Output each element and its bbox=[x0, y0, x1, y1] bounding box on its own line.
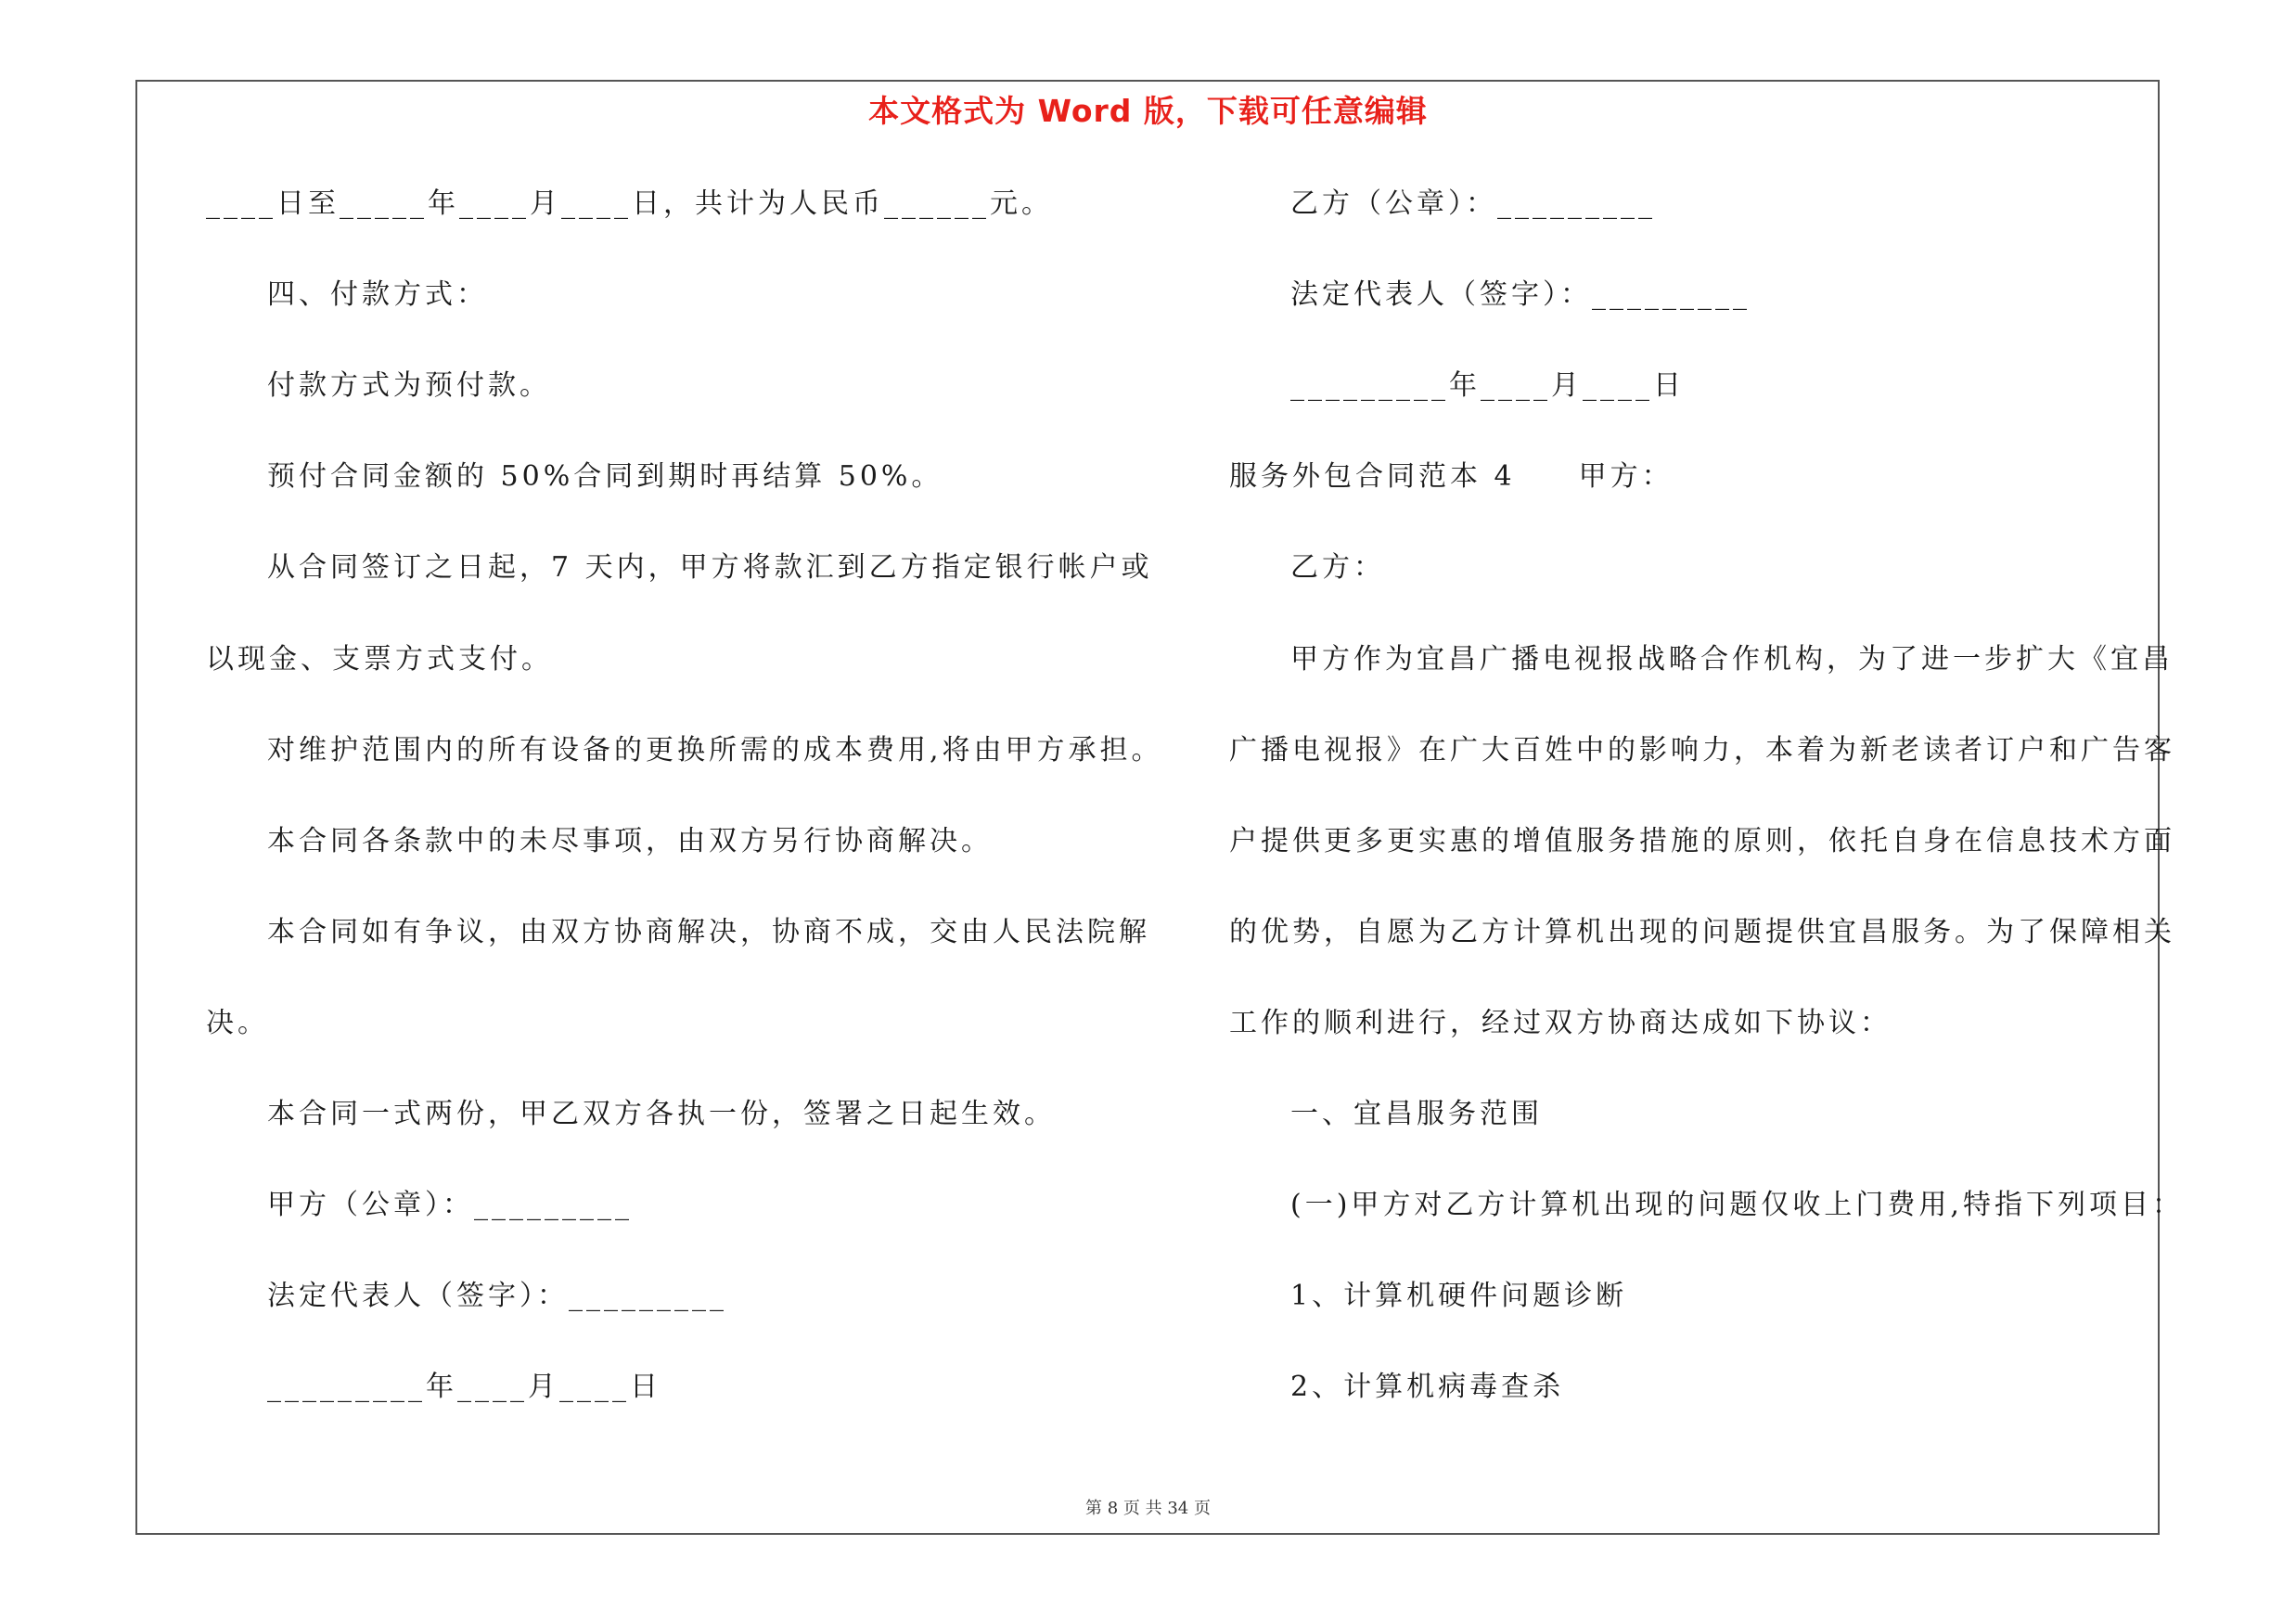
right-column-line: _________年____月____日 bbox=[1290, 369, 1685, 403]
right-column-line: 工作的顺利进行，经过双方协商达成如下协议： bbox=[1229, 1006, 1892, 1039]
right-column-line: 1、计算机硬件问题诊断 bbox=[1290, 1280, 1628, 1313]
right-column-line: 广播电视报》在广大百姓中的影响力，本着为新老读者订户和广告客 bbox=[1229, 733, 2175, 766]
word-format-banner: 本文格式为 Word 版，下载可任意编辑 bbox=[868, 93, 1428, 129]
left-column-line: 本合同各条款中的未尽事项，由双方另行协商解决。 bbox=[267, 824, 993, 857]
right-column-line: 乙方： bbox=[1290, 551, 1385, 585]
left-column-line: 对维护范围内的所有设备的更换所需的成本费用,将由甲方承担。 bbox=[267, 733, 1163, 766]
left-column-line: 四、付款方式： bbox=[267, 278, 488, 312]
page-number-footer: 第 8 页 共 34 页 bbox=[1085, 1499, 1211, 1518]
left-column-line: 从合同签订之日起，7 天内，甲方将款汇到乙方指定银行帐户或 bbox=[267, 551, 1153, 585]
left-column-line: ____日至_____年____月____日，共计为人民币______元。 bbox=[206, 187, 1053, 220]
left-column-line: 本合同一式两份，甲乙双方各执一份，签署之日起生效。 bbox=[267, 1098, 1056, 1130]
left-column-line: 本合同如有争议，由双方协商解决，协商不成，交由人民法院解 bbox=[267, 915, 1150, 948]
right-column-line: 法定代表人（签字）：_________ bbox=[1290, 278, 1751, 312]
right-column-line: 乙方（公章）：_________ bbox=[1290, 187, 1656, 220]
left-column-line: 甲方（公章）：_________ bbox=[267, 1189, 633, 1222]
right-column-line: 的优势，自愿为乙方计算机出现的问题提供宜昌服务。为了保障相关 bbox=[1229, 915, 2175, 948]
left-column-line: 法定代表人（签字）：_________ bbox=[267, 1280, 727, 1313]
right-column-line: (一)甲方对乙方计算机出现的问题仅收上门费用,特指下列项目： bbox=[1290, 1189, 2184, 1222]
right-column-line: 2、计算机病毒查杀 bbox=[1290, 1371, 1565, 1404]
left-column-line: _________年____月____日 bbox=[267, 1371, 661, 1404]
right-column-line: 服务外包合同范本 4 甲方： bbox=[1229, 460, 1674, 494]
left-column-line: 以现金、支票方式支付。 bbox=[206, 642, 553, 676]
left-column-line: 预付合同金额的 50%合同到期时再结算 50%。 bbox=[267, 460, 943, 494]
left-column-line: 付款方式为预付款。 bbox=[267, 369, 551, 403]
right-column-line: 甲方作为宜昌广播电视报战略合作机构，为了进一步扩大《宜昌 bbox=[1290, 642, 2174, 676]
right-column-line: 一、宜昌服务范围 bbox=[1290, 1098, 1543, 1130]
right-column-line: 户提供更多更实惠的增值服务措施的原则，依托自身在信息技术方面 bbox=[1229, 824, 2175, 857]
left-column-line: 决。 bbox=[206, 1006, 269, 1039]
